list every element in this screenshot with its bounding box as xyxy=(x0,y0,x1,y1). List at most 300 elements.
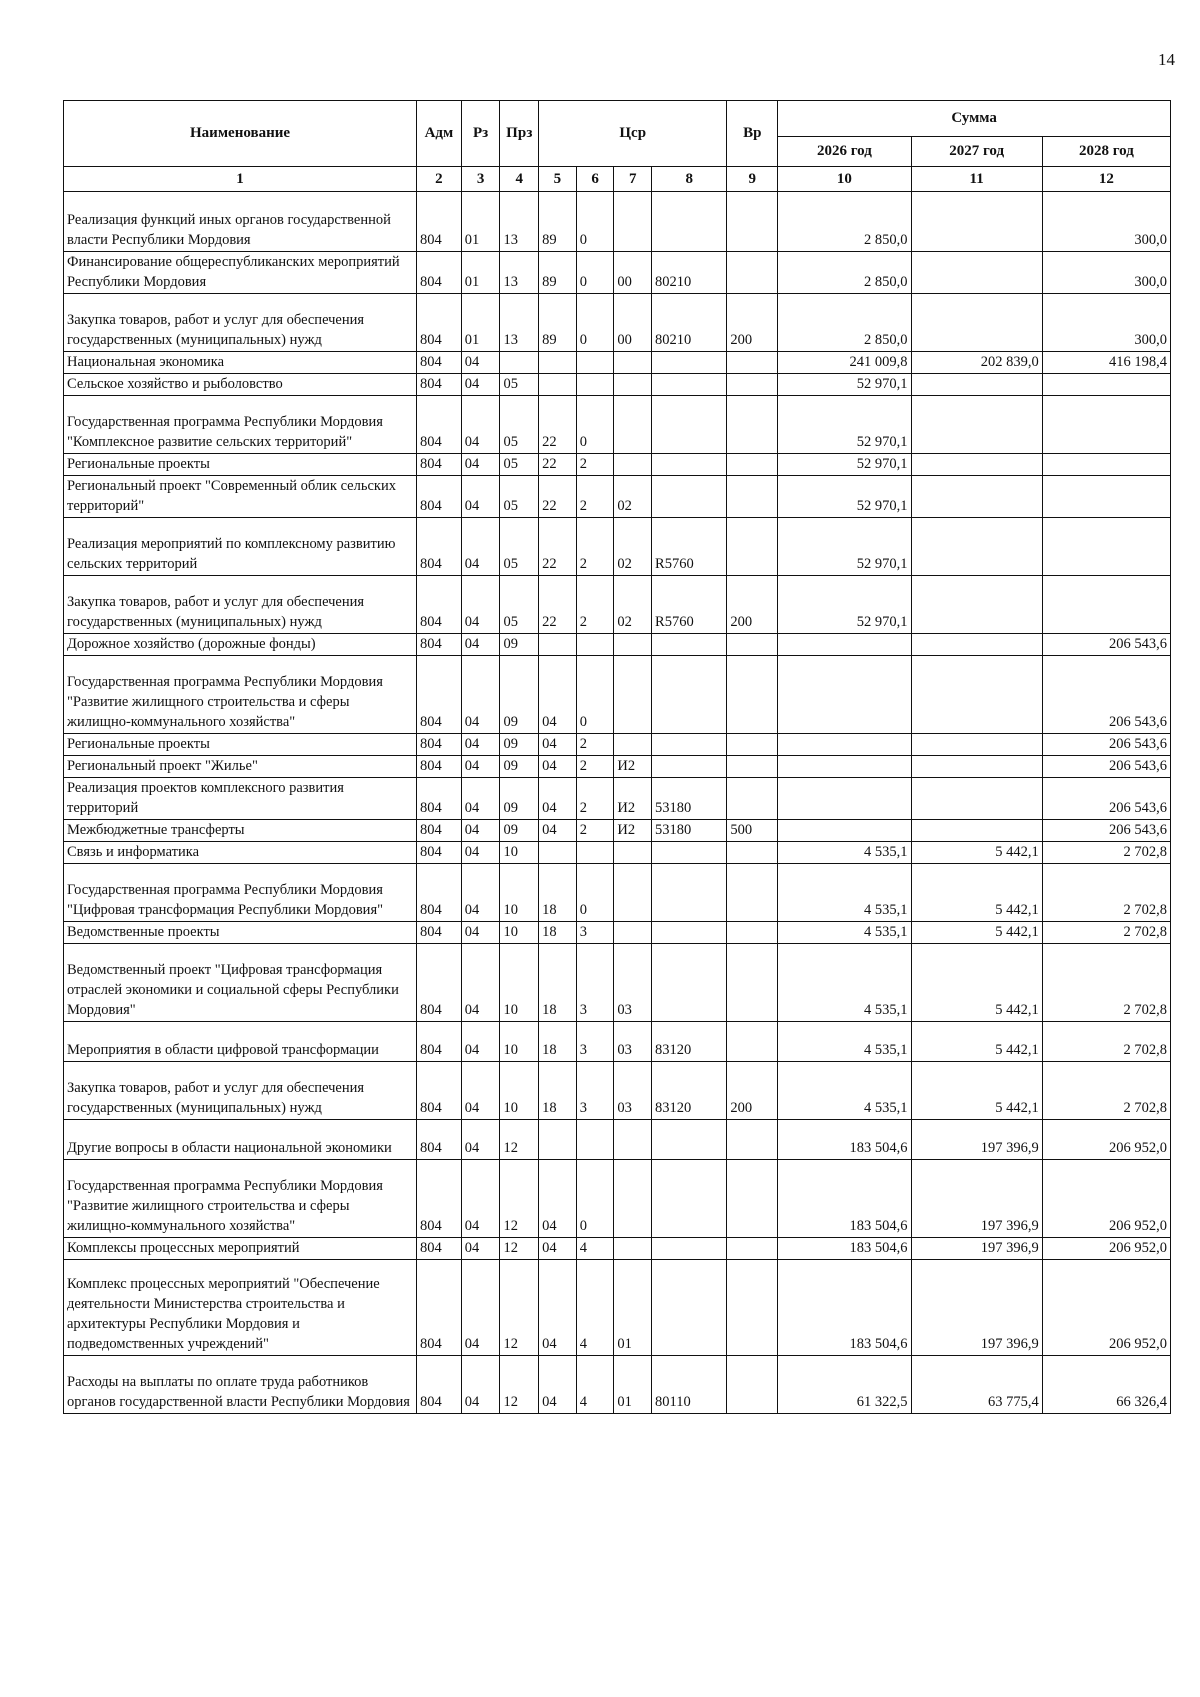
header-year-2028: 2028 год xyxy=(1042,137,1170,167)
cell-adm: 804 xyxy=(417,192,462,252)
table-row xyxy=(64,294,1171,352)
header-rz: Рз xyxy=(461,101,500,167)
cell-c7 xyxy=(614,864,652,922)
cell-prz: 10 xyxy=(500,1062,539,1120)
cell-c5: 04 xyxy=(539,1160,577,1238)
cell-c8 xyxy=(652,864,727,922)
table-row xyxy=(64,576,1171,634)
cell-y2026: 4 535,1 xyxy=(778,944,911,1022)
cell-y2028: 2 702,8 xyxy=(1042,1022,1170,1062)
cell-vr xyxy=(727,944,778,1022)
cell-y2026 xyxy=(778,634,911,656)
cell-c6: 2 xyxy=(576,734,614,756)
table-header xyxy=(64,101,1171,192)
cell-y2026: 4 535,1 xyxy=(778,922,911,944)
cell-y2027 xyxy=(911,634,1042,656)
cell-y2028 xyxy=(1042,518,1170,576)
cell-rz: 04 xyxy=(461,842,500,864)
cell-c6: 2 xyxy=(576,756,614,778)
cell-c8 xyxy=(652,922,727,944)
cell-c6 xyxy=(576,842,614,864)
cell-vr xyxy=(727,634,778,656)
column-number: 7 xyxy=(614,167,652,192)
cell-y2027: 5 442,1 xyxy=(911,864,1042,922)
cell-y2026: 4 535,1 xyxy=(778,864,911,922)
cell-adm: 804 xyxy=(417,454,462,476)
cell-rz: 01 xyxy=(461,294,500,352)
cell-rz: 04 xyxy=(461,374,500,396)
cell-c7: 03 xyxy=(614,1062,652,1120)
cell-rz: 04 xyxy=(461,1238,500,1260)
cell-prz: 05 xyxy=(500,576,539,634)
cell-rz: 04 xyxy=(461,734,500,756)
cell-c5: 04 xyxy=(539,820,577,842)
cell-c6: 2 xyxy=(576,576,614,634)
cell-name: Сельское хозяйство и рыболовство xyxy=(64,374,417,396)
cell-c5: 04 xyxy=(539,778,577,820)
cell-y2028 xyxy=(1042,476,1170,518)
cell-y2027: 202 839,0 xyxy=(911,352,1042,374)
cell-y2028: 206 952,0 xyxy=(1042,1120,1170,1160)
column-number: 1 xyxy=(64,167,417,192)
cell-prz: 13 xyxy=(500,192,539,252)
cell-y2027 xyxy=(911,656,1042,734)
cell-y2028 xyxy=(1042,454,1170,476)
cell-c7: И2 xyxy=(614,756,652,778)
cell-adm: 804 xyxy=(417,820,462,842)
cell-c5 xyxy=(539,1120,577,1160)
cell-rz: 01 xyxy=(461,252,500,294)
column-number: 8 xyxy=(652,167,727,192)
cell-c5: 04 xyxy=(539,1260,577,1356)
cell-rz: 04 xyxy=(461,778,500,820)
cell-c5: 18 xyxy=(539,864,577,922)
cell-name: Закупка товаров, работ и услуг для обеспечения государственных (муниципальных) нужд xyxy=(64,1062,417,1120)
cell-adm: 804 xyxy=(417,294,462,352)
cell-c7 xyxy=(614,454,652,476)
cell-c7: 00 xyxy=(614,294,652,352)
cell-y2026 xyxy=(778,778,911,820)
cell-y2028: 206 952,0 xyxy=(1042,1260,1170,1356)
cell-y2027 xyxy=(911,518,1042,576)
cell-name: Государственная программа Республики Мордовия "Комплексное развитие сельских территорий" xyxy=(64,396,417,454)
column-number: 5 xyxy=(539,167,577,192)
cell-name: Связь и информатика xyxy=(64,842,417,864)
cell-prz: 10 xyxy=(500,864,539,922)
cell-prz: 13 xyxy=(500,252,539,294)
cell-prz: 12 xyxy=(500,1160,539,1238)
header-prz: Прз xyxy=(500,101,539,167)
header-year-2027: 2027 год xyxy=(911,137,1042,167)
cell-c8: R5760 xyxy=(652,576,727,634)
cell-prz: 09 xyxy=(500,656,539,734)
cell-c7 xyxy=(614,1160,652,1238)
cell-c5: 22 xyxy=(539,476,577,518)
table-row xyxy=(64,864,1171,922)
table-row xyxy=(64,396,1171,454)
cell-c7: 01 xyxy=(614,1356,652,1414)
cell-c7 xyxy=(614,192,652,252)
cell-y2026 xyxy=(778,734,911,756)
cell-name: Государственная программа Республики Мордовия "Развитие жилищного строительства и сферы жилищно-коммунального хозяйства" xyxy=(64,656,417,734)
cell-y2028: 2 702,8 xyxy=(1042,944,1170,1022)
cell-rz: 01 xyxy=(461,192,500,252)
cell-y2027 xyxy=(911,294,1042,352)
cell-vr xyxy=(727,1120,778,1160)
cell-c6: 0 xyxy=(576,294,614,352)
cell-y2027 xyxy=(911,820,1042,842)
cell-name: Региональный проект "Жилье" xyxy=(64,756,417,778)
cell-c8 xyxy=(652,634,727,656)
cell-y2027 xyxy=(911,476,1042,518)
cell-c7: 00 xyxy=(614,252,652,294)
cell-prz: 09 xyxy=(500,778,539,820)
cell-c5: 22 xyxy=(539,454,577,476)
cell-prz: 09 xyxy=(500,820,539,842)
cell-name: Государственная программа Республики Мордовия "Цифровая трансформация Республики Мордовия" xyxy=(64,864,417,922)
cell-y2028: 206 952,0 xyxy=(1042,1238,1170,1260)
cell-c7: 03 xyxy=(614,1022,652,1062)
table-row xyxy=(64,1356,1171,1414)
cell-c5: 18 xyxy=(539,944,577,1022)
cell-y2027: 5 442,1 xyxy=(911,922,1042,944)
cell-c5: 22 xyxy=(539,518,577,576)
header-year-2026: 2026 год xyxy=(778,137,911,167)
table-row xyxy=(64,1022,1171,1062)
cell-c7: 02 xyxy=(614,576,652,634)
cell-y2026: 52 970,1 xyxy=(778,374,911,396)
cell-c8 xyxy=(652,192,727,252)
cell-rz: 04 xyxy=(461,864,500,922)
cell-rz: 04 xyxy=(461,820,500,842)
cell-name: Комплекс процессных мероприятий "Обеспечение деятельности Министерства строительства и архитектуры Республики Мордовия и подведомственных учреждений" xyxy=(64,1260,417,1356)
cell-c7: И2 xyxy=(614,778,652,820)
cell-y2028: 2 702,8 xyxy=(1042,922,1170,944)
cell-rz: 04 xyxy=(461,454,500,476)
cell-c6: 0 xyxy=(576,396,614,454)
cell-vr: 200 xyxy=(727,576,778,634)
cell-adm: 804 xyxy=(417,1062,462,1120)
cell-y2026 xyxy=(778,756,911,778)
cell-y2027: 197 396,9 xyxy=(911,1160,1042,1238)
cell-c6: 0 xyxy=(576,1160,614,1238)
cell-c8: 53180 xyxy=(652,778,727,820)
cell-c5 xyxy=(539,352,577,374)
cell-y2027 xyxy=(911,454,1042,476)
cell-y2028: 300,0 xyxy=(1042,192,1170,252)
cell-rz: 04 xyxy=(461,352,500,374)
cell-y2026: 2 850,0 xyxy=(778,252,911,294)
cell-rz: 04 xyxy=(461,1356,500,1414)
cell-rz: 04 xyxy=(461,1022,500,1062)
cell-c5: 22 xyxy=(539,396,577,454)
cell-y2026: 4 535,1 xyxy=(778,842,911,864)
cell-prz: 05 xyxy=(500,454,539,476)
cell-adm: 804 xyxy=(417,1238,462,1260)
cell-name: Реализация функций иных органов государственной власти Республики Мордовия xyxy=(64,192,417,252)
cell-adm: 804 xyxy=(417,656,462,734)
cell-y2027: 63 775,4 xyxy=(911,1356,1042,1414)
cell-y2026: 4 535,1 xyxy=(778,1062,911,1120)
cell-c8: 83120 xyxy=(652,1022,727,1062)
cell-c7 xyxy=(614,842,652,864)
cell-c7: 02 xyxy=(614,518,652,576)
cell-c5 xyxy=(539,374,577,396)
cell-y2026: 183 504,6 xyxy=(778,1120,911,1160)
cell-adm: 804 xyxy=(417,374,462,396)
cell-y2026 xyxy=(778,656,911,734)
cell-c7 xyxy=(614,1120,652,1160)
cell-adm: 804 xyxy=(417,396,462,454)
table-row xyxy=(64,1120,1171,1160)
cell-vr xyxy=(727,734,778,756)
cell-y2026: 241 009,8 xyxy=(778,352,911,374)
cell-c7: 01 xyxy=(614,1260,652,1356)
header-csr: Цср xyxy=(539,101,727,167)
table-row xyxy=(64,192,1171,252)
cell-c5: 89 xyxy=(539,192,577,252)
cell-y2027: 5 442,1 xyxy=(911,1062,1042,1120)
cell-y2028 xyxy=(1042,374,1170,396)
cell-y2027 xyxy=(911,756,1042,778)
cell-adm: 804 xyxy=(417,576,462,634)
cell-y2027 xyxy=(911,396,1042,454)
cell-c8 xyxy=(652,1260,727,1356)
cell-rz: 04 xyxy=(461,1160,500,1238)
cell-c6: 2 xyxy=(576,476,614,518)
cell-prz: 12 xyxy=(500,1120,539,1160)
cell-c6: 2 xyxy=(576,518,614,576)
cell-name: Ведомственный проект "Цифровая трансформация отраслей экономики и социальной сферы Республики Мордовия" xyxy=(64,944,417,1022)
cell-y2028: 206 543,6 xyxy=(1042,778,1170,820)
header-adm: Адм xyxy=(417,101,462,167)
cell-y2027 xyxy=(911,576,1042,634)
cell-c5: 18 xyxy=(539,1062,577,1120)
cell-y2027: 197 396,9 xyxy=(911,1238,1042,1260)
cell-y2026: 52 970,1 xyxy=(778,454,911,476)
cell-c8: R5760 xyxy=(652,518,727,576)
cell-c5: 22 xyxy=(539,576,577,634)
column-number: 2 xyxy=(417,167,462,192)
cell-c8 xyxy=(652,454,727,476)
cell-vr xyxy=(727,396,778,454)
cell-prz: 05 xyxy=(500,396,539,454)
cell-y2026: 2 850,0 xyxy=(778,192,911,252)
cell-c5: 04 xyxy=(539,734,577,756)
page-number: 14 xyxy=(1158,50,1175,69)
cell-name: Расходы на выплаты по оплате труда работников органов государственной власти Республики Мордовия xyxy=(64,1356,417,1414)
cell-vr xyxy=(727,252,778,294)
cell-y2026: 2 850,0 xyxy=(778,294,911,352)
cell-y2026: 52 970,1 xyxy=(778,396,911,454)
cell-vr xyxy=(727,864,778,922)
cell-rz: 04 xyxy=(461,1120,500,1160)
cell-name: Закупка товаров, работ и услуг для обеспечения государственных (муниципальных) нужд xyxy=(64,294,417,352)
header-name: Наименование xyxy=(64,101,417,167)
header-sum: Сумма xyxy=(778,101,1171,137)
cell-rz: 04 xyxy=(461,396,500,454)
cell-c8 xyxy=(652,352,727,374)
cell-c8 xyxy=(652,944,727,1022)
cell-c8 xyxy=(652,476,727,518)
cell-c5: 89 xyxy=(539,294,577,352)
cell-y2028: 206 543,6 xyxy=(1042,634,1170,656)
cell-c6: 0 xyxy=(576,864,614,922)
cell-c8 xyxy=(652,374,727,396)
cell-adm: 804 xyxy=(417,1120,462,1160)
cell-vr xyxy=(727,476,778,518)
cell-y2027: 5 442,1 xyxy=(911,1022,1042,1062)
cell-adm: 804 xyxy=(417,518,462,576)
cell-y2027 xyxy=(911,252,1042,294)
cell-vr xyxy=(727,1260,778,1356)
cell-y2028: 66 326,4 xyxy=(1042,1356,1170,1414)
cell-c5 xyxy=(539,634,577,656)
cell-name: Ведомственные проекты xyxy=(64,922,417,944)
table-row xyxy=(64,1160,1171,1238)
column-number: 6 xyxy=(576,167,614,192)
cell-vr: 500 xyxy=(727,820,778,842)
cell-vr xyxy=(727,922,778,944)
column-number: 3 xyxy=(461,167,500,192)
cell-c8 xyxy=(652,396,727,454)
cell-c6: 3 xyxy=(576,1022,614,1062)
cell-y2026: 52 970,1 xyxy=(778,518,911,576)
cell-adm: 804 xyxy=(417,756,462,778)
cell-adm: 804 xyxy=(417,252,462,294)
column-number: 12 xyxy=(1042,167,1170,192)
cell-rz: 04 xyxy=(461,518,500,576)
cell-adm: 804 xyxy=(417,864,462,922)
cell-c5: 18 xyxy=(539,922,577,944)
cell-c8 xyxy=(652,756,727,778)
cell-adm: 804 xyxy=(417,1022,462,1062)
table-row xyxy=(64,634,1171,656)
cell-y2027 xyxy=(911,374,1042,396)
table-row xyxy=(64,944,1171,1022)
cell-c8 xyxy=(652,1238,727,1260)
table-row xyxy=(64,734,1171,756)
cell-y2026: 52 970,1 xyxy=(778,476,911,518)
cell-y2026: 4 535,1 xyxy=(778,1022,911,1062)
cell-c8 xyxy=(652,734,727,756)
cell-c5 xyxy=(539,842,577,864)
cell-prz: 05 xyxy=(500,374,539,396)
table-row xyxy=(64,778,1171,820)
cell-c8: 80110 xyxy=(652,1356,727,1414)
cell-adm: 804 xyxy=(417,922,462,944)
cell-c5: 04 xyxy=(539,1356,577,1414)
cell-c8: 53180 xyxy=(652,820,727,842)
cell-adm: 804 xyxy=(417,352,462,374)
cell-y2028 xyxy=(1042,576,1170,634)
cell-c6: 3 xyxy=(576,944,614,1022)
cell-c7: И2 xyxy=(614,820,652,842)
cell-vr xyxy=(727,842,778,864)
cell-rz: 04 xyxy=(461,656,500,734)
cell-adm: 804 xyxy=(417,634,462,656)
cell-rz: 04 xyxy=(461,944,500,1022)
cell-name: Мероприятия в области цифровой трансформации xyxy=(64,1022,417,1062)
cell-y2028: 2 702,8 xyxy=(1042,842,1170,864)
cell-c6: 2 xyxy=(576,778,614,820)
cell-c5: 04 xyxy=(539,656,577,734)
cell-c6: 0 xyxy=(576,656,614,734)
cell-vr xyxy=(727,518,778,576)
table-row xyxy=(64,454,1171,476)
cell-name: Комплексы процессных мероприятий xyxy=(64,1238,417,1260)
cell-c6 xyxy=(576,374,614,396)
cell-vr xyxy=(727,454,778,476)
cell-prz: 12 xyxy=(500,1238,539,1260)
cell-adm: 804 xyxy=(417,734,462,756)
cell-rz: 04 xyxy=(461,634,500,656)
cell-prz: 10 xyxy=(500,1022,539,1062)
cell-vr xyxy=(727,1356,778,1414)
cell-prz: 05 xyxy=(500,476,539,518)
cell-c5: 04 xyxy=(539,756,577,778)
cell-name: Закупка товаров, работ и услуг для обеспечения государственных (муниципальных) нужд xyxy=(64,576,417,634)
cell-prz: 09 xyxy=(500,756,539,778)
cell-c8 xyxy=(652,842,727,864)
cell-y2027: 5 442,1 xyxy=(911,842,1042,864)
cell-c6: 4 xyxy=(576,1356,614,1414)
cell-prz: 12 xyxy=(500,1260,539,1356)
cell-c6: 2 xyxy=(576,820,614,842)
cell-c7 xyxy=(614,374,652,396)
cell-y2028: 300,0 xyxy=(1042,294,1170,352)
table-row xyxy=(64,252,1171,294)
cell-prz: 13 xyxy=(500,294,539,352)
cell-prz: 05 xyxy=(500,518,539,576)
cell-y2028 xyxy=(1042,396,1170,454)
table-row xyxy=(64,842,1171,864)
cell-c7 xyxy=(614,922,652,944)
cell-c7 xyxy=(614,634,652,656)
cell-y2026 xyxy=(778,820,911,842)
table-row xyxy=(64,922,1171,944)
cell-y2027 xyxy=(911,192,1042,252)
column-number: 10 xyxy=(778,167,911,192)
cell-c6: 0 xyxy=(576,192,614,252)
cell-vr xyxy=(727,1022,778,1062)
cell-prz: 10 xyxy=(500,922,539,944)
cell-vr: 200 xyxy=(727,1062,778,1120)
cell-prz: 09 xyxy=(500,734,539,756)
cell-c8: 80210 xyxy=(652,294,727,352)
cell-vr xyxy=(727,778,778,820)
cell-adm: 804 xyxy=(417,476,462,518)
cell-vr xyxy=(727,374,778,396)
cell-name: Региональные проекты xyxy=(64,454,417,476)
column-number-row xyxy=(64,167,1171,192)
cell-rz: 04 xyxy=(461,922,500,944)
cell-rz: 04 xyxy=(461,476,500,518)
cell-y2028: 300,0 xyxy=(1042,252,1170,294)
cell-y2028: 206 543,6 xyxy=(1042,734,1170,756)
column-number: 11 xyxy=(911,167,1042,192)
cell-name: Национальная экономика xyxy=(64,352,417,374)
header-vr: Вр xyxy=(727,101,778,167)
cell-adm: 804 xyxy=(417,944,462,1022)
cell-y2026: 61 322,5 xyxy=(778,1356,911,1414)
table-row xyxy=(64,518,1171,576)
cell-y2027 xyxy=(911,734,1042,756)
cell-vr xyxy=(727,1160,778,1238)
cell-y2028: 206 543,6 xyxy=(1042,756,1170,778)
cell-c6: 4 xyxy=(576,1260,614,1356)
cell-y2028: 2 702,8 xyxy=(1042,1062,1170,1120)
